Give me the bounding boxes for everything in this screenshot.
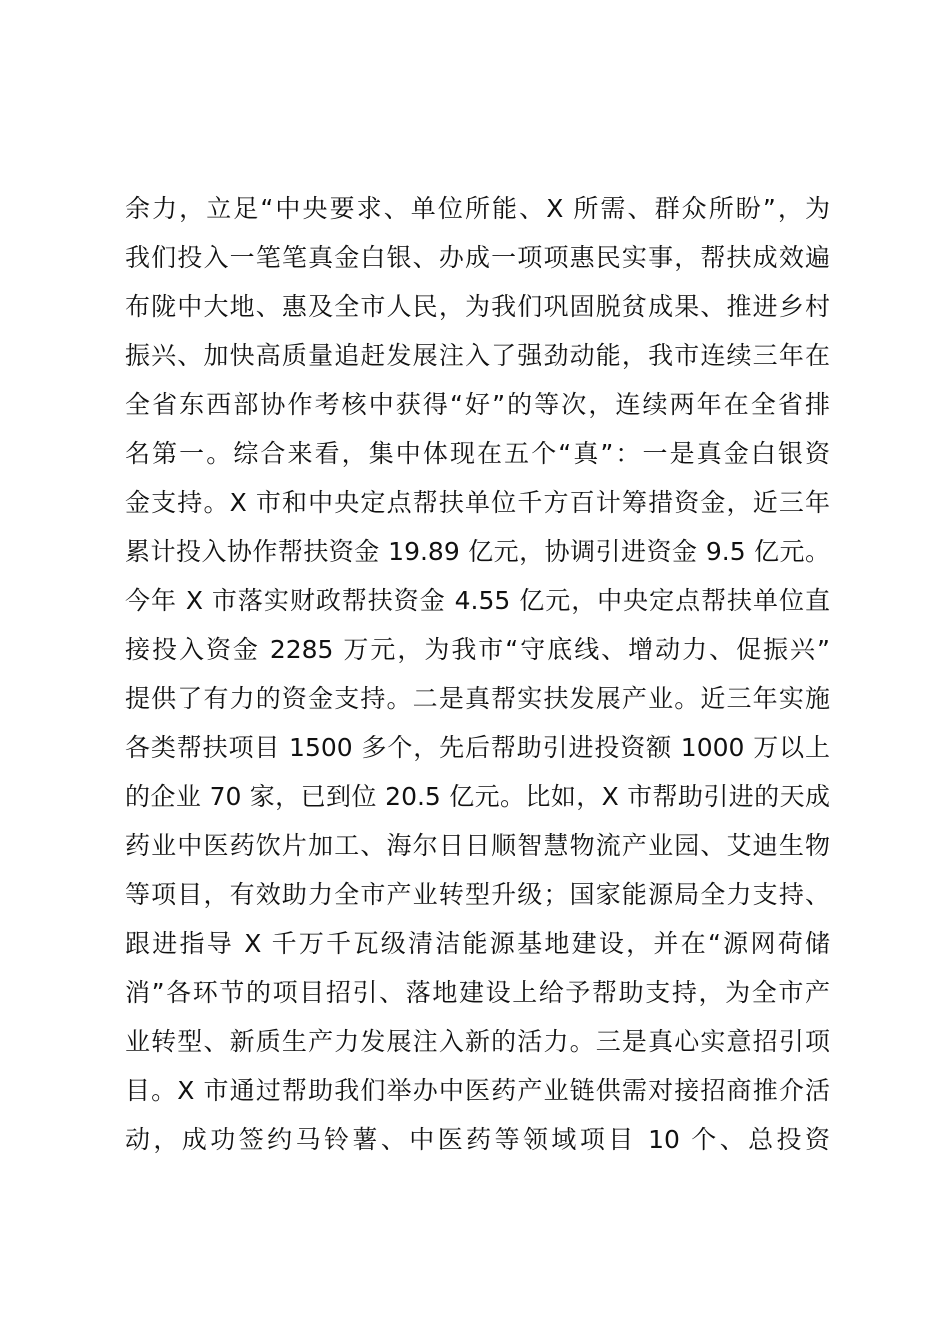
body-text [125,184,845,1164]
text-line: 药业中医药饮片加工、海尔日日顺智慧物流产业园、艾迪生物 [125,831,830,860]
text-line: 各类帮扶项目 1500 多个，先后帮助引进投资额 1000 万以上 [125,733,830,762]
text-line: 业转型、新质生产力发展注入新的活力。三是真心实意招引项 [125,1027,830,1056]
text-line: 振兴、加快高质量追赶发展注入了强劲动能，我市连续三年在 [125,341,830,370]
text-line: 消”各环节的项目招引、落地建设上给予帮助支持，为全市产 [125,978,830,1007]
text-line: 提供了有力的资金支持。二是真帮实扶发展产业。近三年实施 [125,684,830,713]
text-line: 全省东西部协作考核中获得“好”的等次，连续两年在全省排 [125,390,830,419]
text-line: 余力，立足“中央要求、单位所能、X 所需、群众所盼”，为 [125,194,830,223]
text-line: 等项目，有效助力全市产业转型升级；国家能源局全力支持、 [125,880,830,909]
text-line: 跟进指导 X 千万千瓦级清洁能源基地建设，并在“源网荷储 [125,929,830,958]
text-line: 我们投入一笔笔真金白银、办成一项项惠民实事，帮扶成效遍 [125,243,830,272]
text-line: 金支持。X 市和中央定点帮扶单位千方百计筹措资金，近三年 [125,488,830,517]
text-line: 今年 X 市落实财政帮扶资金 4.55 亿元，中央定点帮扶单位直 [125,586,830,615]
text-line: 动，成功签约马铃薯、中医药等领域项目 10 个、总投资 [125,1125,830,1154]
text-line: 的企业 70 家，已到位 20.5 亿元。比如，X 市帮助引进的天成 [125,782,830,811]
text-line: 目。X 市通过帮助我们举办中医药产业链供需对接招商推介活 [125,1076,830,1105]
text-line: 布陇中大地、惠及全市人民，为我们巩固脱贫成果、推进乡村 [125,292,830,321]
text-line: 累计投入协作帮扶资金 19.89 亿元，协调引进资金 9.5 亿元。 [125,537,830,566]
text-line: 名第一。综合来看，集中体现在五个“真”：一是真金白银资 [125,439,830,468]
text-line: 接投入资金 2285 万元，为我市“守底线、增动力、促振兴” [125,635,830,664]
